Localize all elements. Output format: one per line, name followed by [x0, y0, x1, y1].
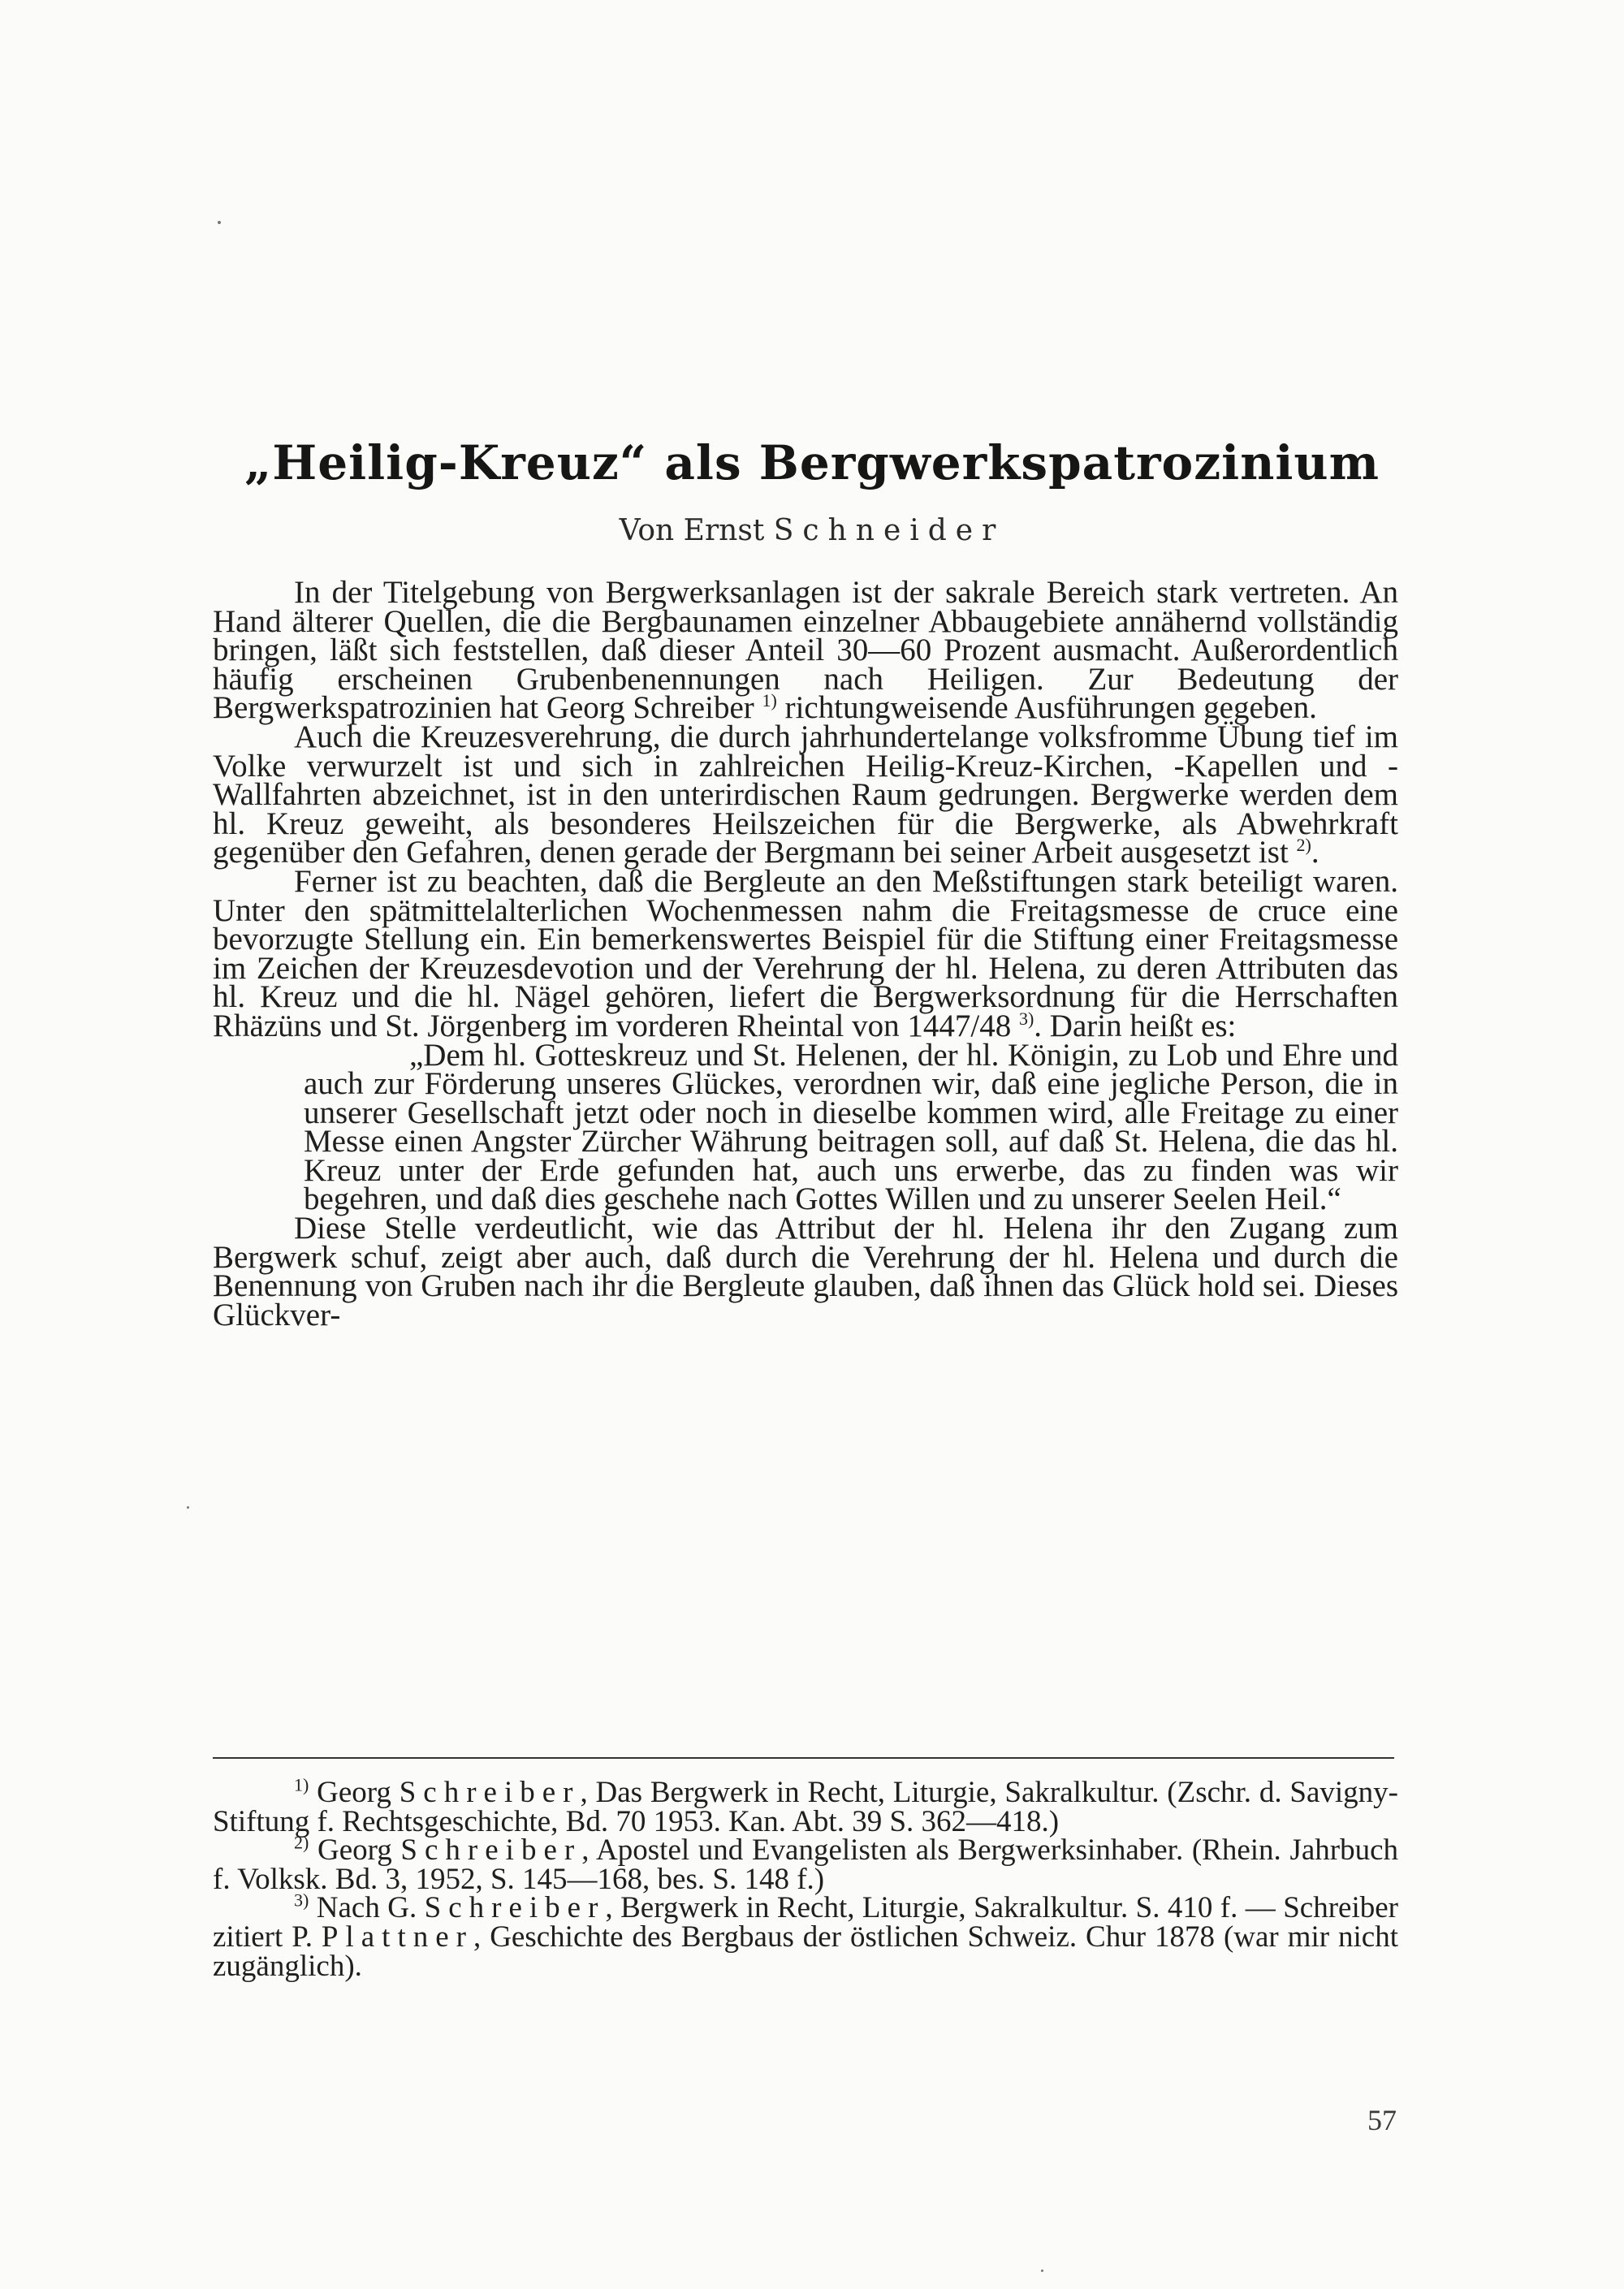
footnote-2-pre: Georg	[309, 1833, 401, 1868]
paragraph-3-text: Ferner ist zu beachten, daß die Bergleute an den Meßstiftungen stark beteiligt waren. Unter den spätmittelalterlichen Wochenmessen nahm die Freitagsmesse de cruce eine bevorzugte Stellung ein. Ein bemerkenswertes Beispiel für die Stiftung einer Freitagsmesse im Zeichen der Kreuzesdevotion und der Verehrung der hl. Helena, zu deren Attributen das hl. Kreuz und die hl. Nägel gehören, liefert die Bergwerksordnung für die Herrschaften Rhäzüns und St. Jörgenberg im vorderen Rheintal von 1447/48	[213, 863, 1398, 1043]
paragraph-3	[213, 863, 1398, 1043]
article-body	[213, 575, 1398, 1332]
footnote-ref-3: 3)	[1018, 1008, 1034, 1029]
footnote-2	[213, 1832, 1399, 1896]
footnote-2-author: Schreiber	[400, 1833, 582, 1868]
footnote-3-pre: Nach G.	[309, 1891, 425, 1925]
footnote-1-mark: 1)	[294, 1774, 309, 1795]
scan-speck	[1041, 2270, 1043, 2272]
byline	[203, 513, 1421, 549]
footnote-3-text-2: , Geschichte des Bergbaus der östlichen Schweiz. Chur 1878 (war mir nicht zugänglich).	[213, 1920, 1398, 1983]
paragraph-2-text: Auch die Kreuzesverehrung, die durch jahrhundertelange volksfromme Übung tief im Volke verwurzelt ist und sich in zahlreichen Heilig-Kreuz-Kirchen, -Kapellen und -Wallfahrten abzeichnet, ist in den unterirdischen Raum gedrungen. Bergwerke werden dem hl. Kreuz geweiht, als besonderes Heilszeichen für die Bergwerke, als Abwehrkraft gegenüber den Gefahren, denen gerade der Bergmann bei seiner Arbeit ausgesetzt ist	[213, 719, 1398, 870]
byline-prefix: Von Ernst	[619, 514, 765, 547]
paragraph-4: Diese Stelle verdeutlicht, wie das Attribut der hl. Helena ihr den Zugang zum Bergwerk schuf, zeigt aber auch, daß durch die Verehrung der hl. Helena und durch die Benennung von Gruben nach ihr die Bergleute glauben, daß ihnen das Glück hold sei. Dieses Glückver-	[213, 1211, 1398, 1332]
footnotes	[213, 1774, 1399, 1983]
footnote-2-mark: 2)	[294, 1832, 309, 1853]
footnote-divider	[213, 1757, 1394, 1759]
footnote-3-text-1: , Bergwerk in Recht, Liturgie, Sakralkultur. S. 410 f. — Schreiber zitiert P.	[213, 1891, 1398, 1954]
paragraph-1	[213, 575, 1398, 726]
footnote-1-author: Schreiber	[399, 1776, 581, 1809]
author-name: Schneider	[773, 514, 1005, 547]
block-quote	[213, 1037, 1398, 1217]
paragraph-2	[213, 719, 1398, 870]
footnote-3-mark: 3)	[294, 1890, 309, 1911]
page-number: 57	[1367, 2104, 1397, 2136]
paragraph-2-end: .	[1311, 835, 1320, 870]
footnote-3-author-2: Plattner	[321, 1920, 473, 1954]
article-title: „Heilig-Kreuz“ als Bergwerkspatrozinium	[244, 435, 1380, 490]
quote-text: „Dem hl. Gotteskreuz und St. Helenen, der hl. Königin, zu Lob und Ehre und auch zur Förderung unseres Glückes, verordnen wir, daß eine jegliche Person, die in unserer Gesellschaft jetzt oder noch in dieselbe kommen wird, alle Freitage zu einer Messe einen Angster Zürcher Währung beitragen soll, auf daß St. Helena, die das hl. Kreuz unter der Erde gefunden hat, auch uns erwerbe, das zu finden was wir begehren, und daß dies geschehe nach Gottes Willen und zu unserer Seelen Heil.“	[304, 1037, 1398, 1217]
scan-speck	[187, 1506, 189, 1509]
footnote-1-pre: Georg	[309, 1776, 400, 1809]
footnote-1-text: , Das Bergwerk in Recht, Liturgie, Sakralkultur. (Zschr. d. Savigny-Stiftung f. Rechtsgeschichte, Bd. 70 1953. Kan. Abt. 39 S. 362—418.)	[213, 1776, 1398, 1838]
paragraph-1-text: In der Titelgebung von Bergwerksanlagen ist der sakrale Bereich stark vertreten. An Hand älterer Quellen, die die Bergbaunamen einzelner Abbaugebiete annähernd vollständig bringen, läßt sich feststellen, daß dieser Anteil 30—60 Prozent ausmacht. Außerordentlich häufig erscheinen Grubenbenennungen nach Heiligen. Zur Bedeutung der Bergwerkspatrozinien hat Georg Schreiber	[213, 575, 1398, 726]
footnote-3-author: Schreiber	[424, 1891, 606, 1925]
footnote-2-text: , Apostel und Evangelisten als Bergwerksinhaber. (Rhein. Jahrbuch f. Volksk. Bd. 3, 1952, S. 145—168, bes. S. 148 f.)	[213, 1833, 1399, 1896]
footnote-3	[213, 1890, 1398, 1983]
scan-speck	[218, 221, 221, 224]
paragraph-1-end: richtungweisende Ausführungen gegeben.	[776, 690, 1317, 726]
footnote-1	[213, 1774, 1398, 1838]
paragraph-3-end: . Darin heißt es:	[1034, 1008, 1237, 1043]
footnote-ref-2: 2)	[1296, 835, 1311, 856]
footnote-ref-1: 1)	[762, 690, 777, 711]
